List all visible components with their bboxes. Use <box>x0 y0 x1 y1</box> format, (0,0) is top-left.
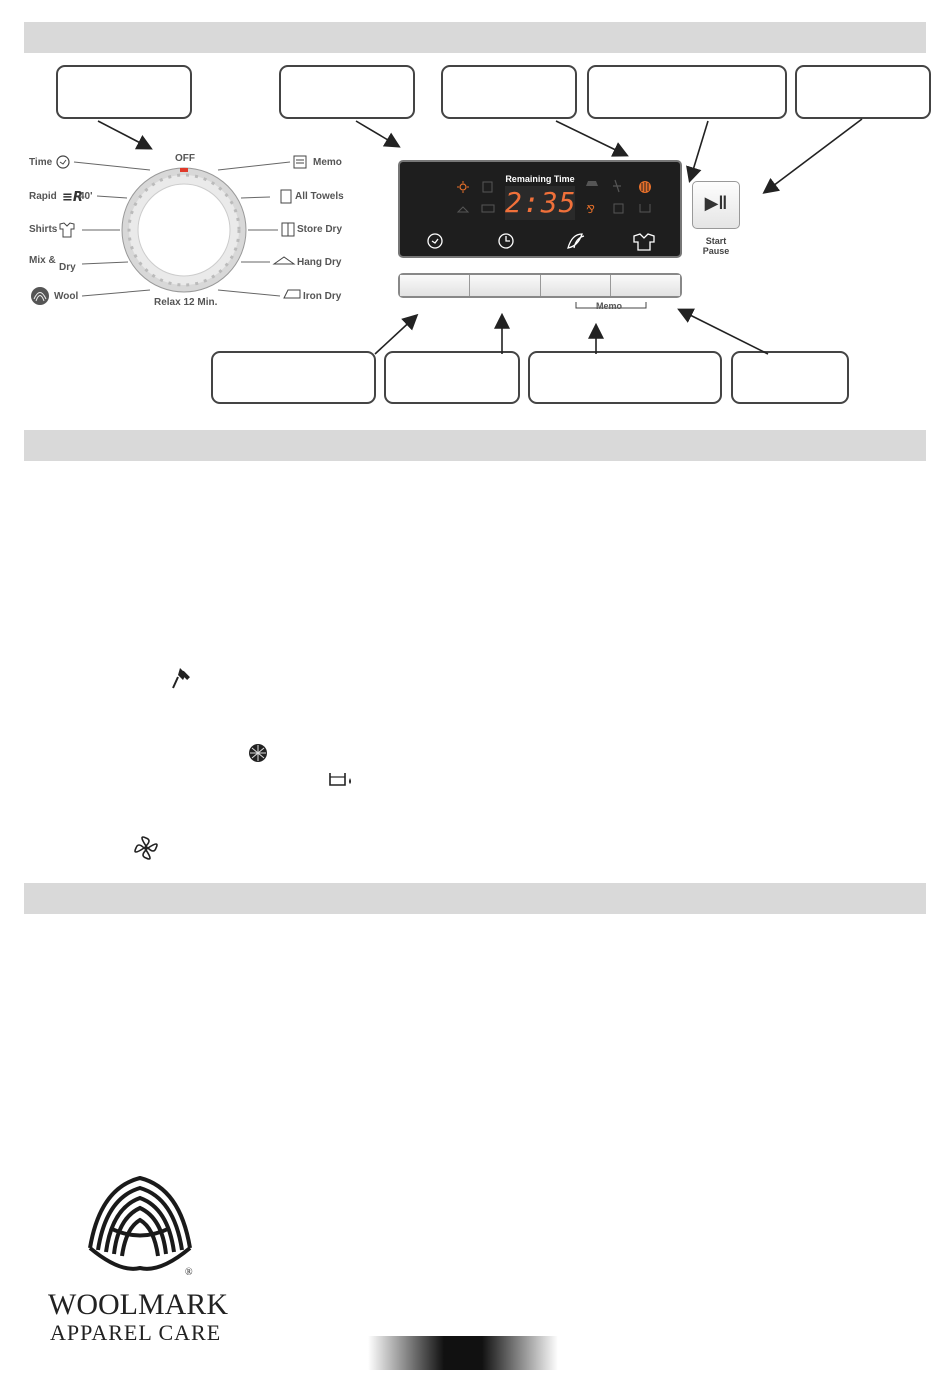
function-button-3[interactable] <box>541 275 611 296</box>
store-indicator-icon <box>483 182 492 192</box>
program-rapid-suffix: 40' <box>79 191 93 202</box>
remaining-time-digits: 2:35 <box>505 186 577 219</box>
remaining-time-label: Remaining Time <box>505 174 575 184</box>
program-shirts[interactable]: Shirts <box>29 224 58 235</box>
memo-icon <box>294 156 306 168</box>
shirt-function-icon <box>634 234 654 250</box>
start-pause-button[interactable] <box>692 181 740 229</box>
program-dial[interactable] <box>122 168 246 292</box>
feather-indicator-icon: ⅋ <box>586 203 595 216</box>
registered-mark: ® <box>185 1267 193 1278</box>
shirt-icon <box>60 223 74 237</box>
woolmark-logo-icon <box>80 1168 200 1278</box>
memo-bracket-label: Memo <box>596 301 623 311</box>
program-all-towels[interactable]: All Towels <box>295 191 344 202</box>
program-iron-dry[interactable]: Iron Dry <box>303 291 342 302</box>
program-wool[interactable]: Wool <box>54 291 79 302</box>
basin-indicator-icon <box>640 204 650 212</box>
clock-function-icon <box>428 234 442 248</box>
leaf-function-icon <box>568 234 584 248</box>
play-pause-icon: ▶‖ <box>704 193 728 213</box>
pin-icon <box>173 668 190 688</box>
square-indicator-icon <box>614 204 623 213</box>
start-label: Start <box>705 236 727 246</box>
function-button-4[interactable] <box>611 275 680 296</box>
function-button-2[interactable] <box>470 275 540 296</box>
program-memo[interactable]: Memo <box>313 157 342 168</box>
rapid-r-icon: ≡R <box>62 190 83 205</box>
fan-icon <box>135 837 157 859</box>
woolmark-wordmark: WOOLMARK <box>48 1288 228 1321</box>
dial-relax-label: Relax 12 Min. <box>154 297 218 308</box>
iron-icon <box>284 290 300 298</box>
star-indicator-icon <box>613 180 621 192</box>
page-footer-bar <box>368 1336 558 1370</box>
sun-icon <box>457 181 469 193</box>
shirt-indicator-icon <box>586 181 598 186</box>
pause-label: Pause <box>702 246 730 256</box>
basin-drop-icon <box>330 773 351 785</box>
start-pause-label <box>692 236 740 256</box>
program-rapid[interactable]: Rapid <box>29 191 57 202</box>
iron-indicator-icon <box>482 205 494 212</box>
program-store-dry[interactable]: Store Dry <box>297 224 343 235</box>
function-button-row <box>398 273 682 298</box>
program-hang-dry[interactable]: Hang Dry <box>297 257 342 268</box>
dial-off-label: OFF <box>175 153 195 164</box>
hang-indicator-icon <box>458 207 468 212</box>
program-mix-suffix: Dry <box>59 262 76 273</box>
towel-icon <box>281 190 291 203</box>
program-time[interactable]: Time <box>29 157 53 168</box>
mesh-ball-icon <box>249 744 267 762</box>
program-mix[interactable]: Mix & <box>29 255 56 266</box>
clock-icon <box>57 156 69 168</box>
function-button-1[interactable] <box>400 275 470 296</box>
apparel-care-wordmark: APPAREL CARE <box>50 1320 222 1345</box>
hanger-icon <box>274 257 294 264</box>
